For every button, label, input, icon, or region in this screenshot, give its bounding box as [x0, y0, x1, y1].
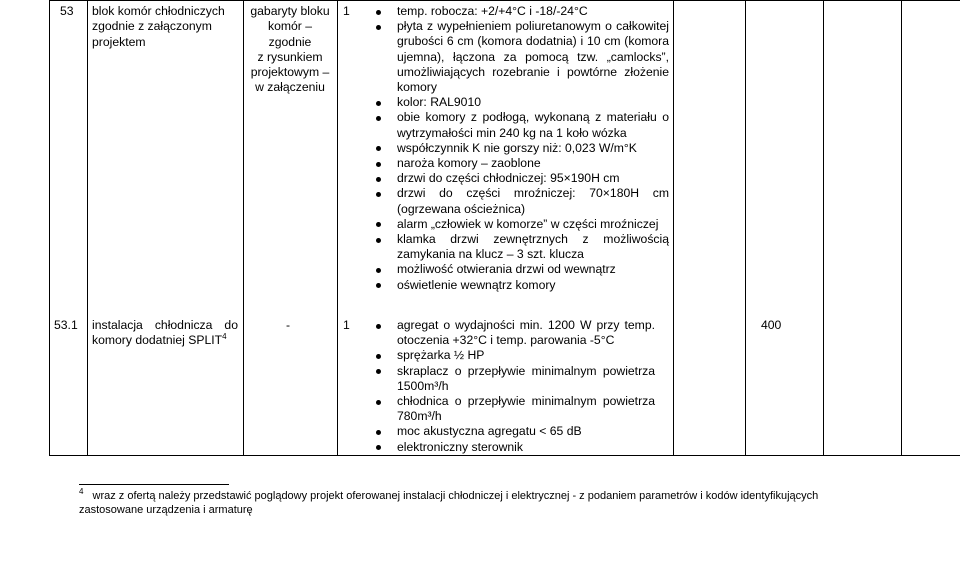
bullet-icon [376, 162, 381, 167]
bullet-icon [376, 192, 381, 197]
list-item: oświetlenie wewnątrz komory [397, 278, 669, 293]
list-item: temp. robocza: +2/+4°C i -18/-24°C [397, 4, 669, 19]
footnote-mark: 4 [79, 487, 84, 496]
item-dimensions: gabaryty bloku komór – zgodnie z rysunkiem projektowym – w załączeniu [250, 4, 330, 95]
list-item: drzwi do części chłodniczej: 95×190H cm [397, 171, 669, 186]
footnote-separator [79, 484, 229, 485]
item-price: 400 [761, 318, 782, 332]
spec-list [397, 4, 669, 293]
bullet-icon [376, 283, 381, 288]
list-item: chłodnica o przepływie minimalnym powietrza 780m³/h [397, 394, 655, 424]
list-item: sprężarka ½ HP [397, 348, 655, 363]
bullet-icon [376, 238, 381, 243]
row-number: 53 [60, 4, 74, 18]
bullet-icon [376, 430, 381, 435]
footnote-reference: 4 [222, 332, 227, 342]
list-item: obie komory z podłogą, wykonaną z materiału o wytrzymałości min 240 kg na 1 koło wózka [397, 110, 669, 140]
list-item: naroża komory – zaoblone [397, 156, 669, 171]
bullet-icon [376, 177, 381, 182]
spec-list [397, 318, 655, 455]
bullet-icon [376, 268, 381, 273]
item-quantity: 1 [343, 318, 350, 332]
list-item: moc akustyczna agregatu < 65 dB [397, 424, 655, 439]
list-item: skraplacz o przepływie minimalnym powietrza 1500m³/h [397, 364, 655, 394]
row-number: 53.1 [54, 318, 78, 332]
item-name: blok komór chłodniczych zgodnie z załączonym projektem [92, 4, 225, 49]
table-col-border [87, 0, 88, 456]
table-col-border [901, 0, 902, 456]
item-name: instalacja chłodnicza do komory dodatniej SPLIT$^4$ [92, 318, 238, 348]
list-item: alarm „człowiek w komorze” w części mroźniczej [397, 217, 669, 232]
list-item: współczynnik K nie gorszy niż: 0,023 W/m°K [397, 141, 669, 156]
footnote-text: wraz z ofertą należy przedstawić poglądowy projekt oferowanej instalacji chłodniczej i elektrycznej - z podaniem parametrów i kodów identyfikujących zastosowane urządzenia i armaturę [79, 490, 819, 516]
bullet-icon [376, 354, 381, 359]
bullet-icon [376, 101, 381, 106]
table-col-border [745, 0, 746, 456]
bullet-icon [376, 10, 381, 15]
list-item: elektroniczny sterownik [397, 440, 655, 455]
bullet-icon [376, 25, 381, 30]
item-dimensions: - [286, 318, 291, 332]
table-col-border [337, 0, 338, 456]
list-item: płyta z wypełnieniem poliuretanowym o całkowitej grubości 6 cm (komora dodatnia) i 10 cm (komora ujemna), łączona za pomocą tzw. „camlocks”, umożliwiających rozebranie i powtórne złożenie komory [397, 19, 669, 95]
list-item: możliwość otwierania drzwi od wewnątrz [397, 262, 669, 277]
footnote [79, 489, 879, 517]
bullet-icon [376, 146, 381, 151]
table-col-border [673, 0, 674, 456]
table-col-border [823, 0, 824, 456]
list-item: klamka drzwi zewnętrznych z możliwością zamykania na klucz – 3 szt. klucza [397, 232, 669, 262]
bullet-icon [376, 222, 381, 227]
bullet-icon [376, 116, 381, 121]
bullet-icon [376, 400, 381, 405]
list-item: drzwi do części mroźniczej: 70×180H cm (ogrzewana ościeżnica) [397, 186, 669, 216]
bullet-icon [376, 324, 381, 329]
bullet-icon [376, 445, 381, 450]
bullet-icon [376, 369, 381, 374]
list-item: agregat o wydajności min. 1200 W przy temp. otoczenia +32°C i temp. parowania -5°C [397, 318, 655, 348]
item-quantity: 1 [343, 4, 350, 18]
list-item: kolor: RAL9010 [397, 95, 669, 110]
table-col-border [243, 0, 244, 456]
table-col-border [49, 0, 50, 456]
